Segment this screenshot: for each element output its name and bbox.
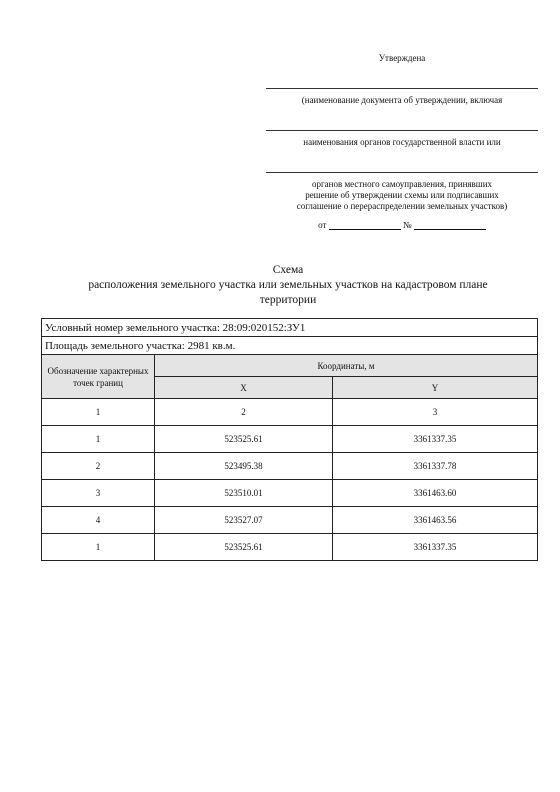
approval-line-4: решение об утверждении схемы или подписавших (305, 190, 499, 200)
table-row (42, 426, 538, 453)
scheme-heading (40, 263, 536, 308)
y-cell: 3361337.78 (333, 453, 538, 480)
point-cell: 2 (42, 453, 155, 480)
x-cell: 523527.07 (155, 507, 333, 534)
x-cell: 523525.61 (155, 534, 333, 561)
point-cell: 4 (42, 507, 155, 534)
parcel-area: Площадь земельного участка: 2981 кв.м. (42, 337, 538, 355)
column-number-row (42, 399, 538, 426)
point-cell: 3 (42, 480, 155, 507)
date-number-line (266, 220, 538, 230)
approval-line-5: соглашение о перераспределении земельных участков) (296, 201, 508, 211)
point-cell: 1 (42, 426, 155, 453)
approval-line-3: органов местного самоуправления, принявших (311, 179, 493, 189)
table-row (42, 507, 538, 534)
x-cell: 523525.61 (155, 426, 333, 453)
x-cell: 523495.38 (155, 453, 333, 480)
heading-title: Схема (272, 264, 304, 276)
approval-line-1: (наименование документа об утверждении, включая (301, 95, 503, 105)
signature-line-1 (266, 88, 538, 89)
number-blank (414, 220, 486, 230)
x-column-header: X (155, 377, 333, 399)
heading-line-2: расположения земельного участка или земельных участков на кадастровом плане (88, 279, 488, 291)
column-number: 3 (333, 399, 538, 426)
table-row (42, 453, 538, 480)
y-column-header: Y (333, 377, 538, 399)
point-cell: 1 (42, 534, 155, 561)
heading-line-3: территории (259, 294, 317, 306)
number-prefix: № (402, 220, 412, 230)
y-cell: 3361337.35 (333, 426, 538, 453)
approval-block (266, 0, 538, 240)
approval-line-2: наименования органов государственной власти или (303, 137, 501, 147)
y-cell: 3361463.56 (333, 507, 538, 534)
coordinates-header: Координаты, м (155, 355, 538, 377)
approval-title: Утверждена (378, 53, 426, 63)
y-cell: 3361463.60 (333, 480, 538, 507)
table-row (42, 534, 538, 561)
conditional-number: Условный номер земельного участка: 28:09:020152:ЗУ1 (42, 319, 538, 337)
y-cell: 3361337.35 (333, 534, 538, 561)
table-row (42, 480, 538, 507)
column-number: 1 (42, 399, 155, 426)
column-number: 2 (155, 399, 333, 426)
signature-line-2 (266, 130, 538, 131)
date-prefix: от (318, 220, 327, 230)
x-cell: 523510.01 (155, 480, 333, 507)
coordinates-table (41, 318, 538, 561)
date-blank (329, 220, 401, 230)
signature-line-3 (266, 172, 538, 173)
points-column-header: Обозначение характерных точек границ (42, 355, 155, 399)
